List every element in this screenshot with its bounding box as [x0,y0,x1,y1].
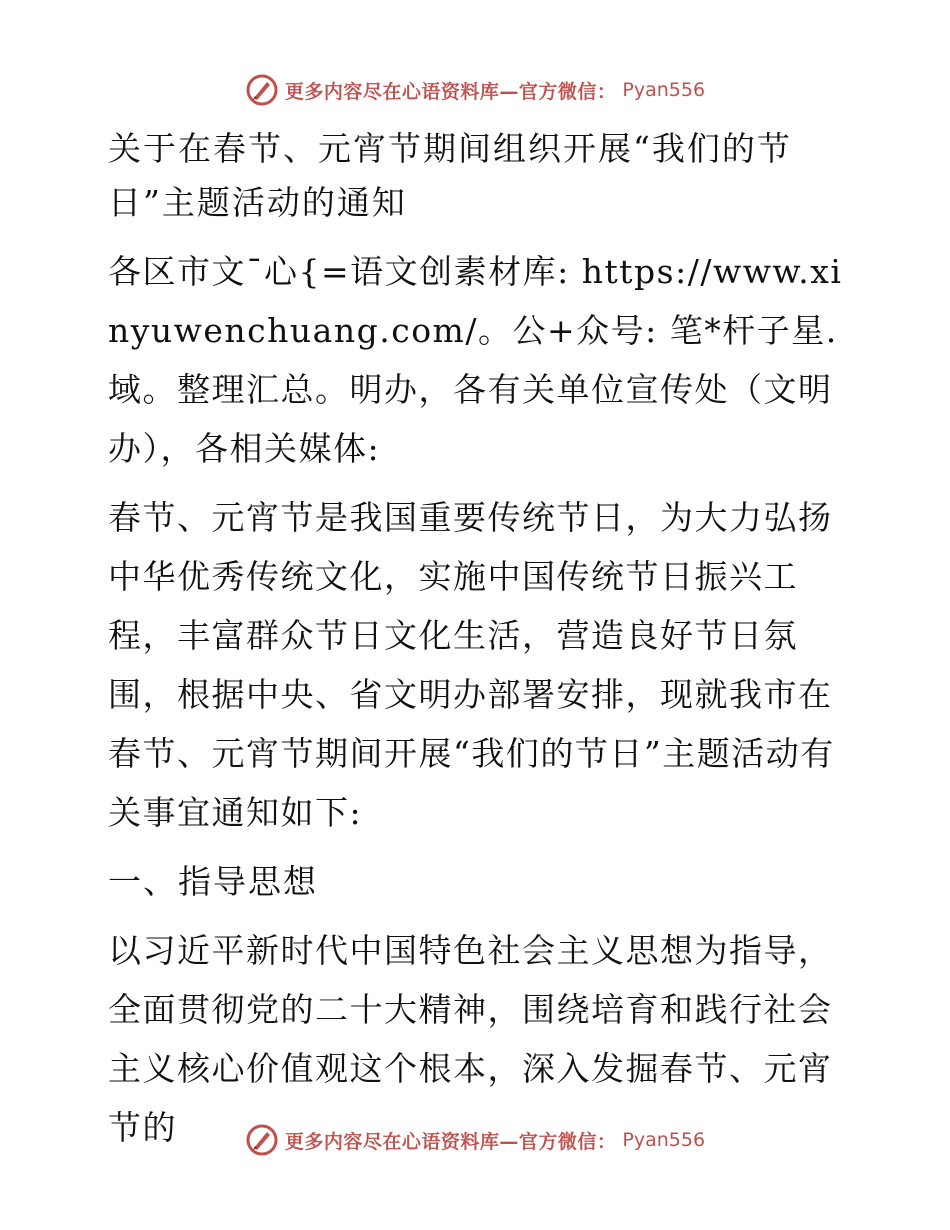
intro-paragraph: 春节、元宵节是我国重要传统节日，为大力弘扬中华优秀传统文化，实施中国传统节日振兴工程，丰富群众节日文化生活，营造良好节日氛围，根据中央、省文明办部署安排，现就我市在春节、元宵节期间开展“我们的节日”主题活动有关事宜通知如下: [108,498,835,832]
footer-banner-content [245,1123,705,1157]
footer-banner-wechat-id: Pyan556 [622,1129,706,1151]
document-title: 关于在春节、元宵节期间组织开展“我们的节日”主题活动的通知 [108,129,792,222]
quill-logo-icon [245,1123,279,1157]
footer-banner-text: 更多内容尽在心语资料库—官方微信： [284,1130,617,1153]
footer-banner [0,1120,950,1160]
header-banner [0,70,950,110]
section-1-heading: 一、指导思想 [108,862,318,901]
header-banner-text: 更多内容尽在心语资料库—官方微信： [284,80,617,103]
quill-logo-icon [245,73,279,107]
salutation-paragraph: 各区市文¯心{=语文创素材库: https://www.xinyuwenchuang.com/。公+众号: 笔*杆子星.域。整理汇总。明办，各有关单位宣传处（文明办），各相关媒体: [108,252,843,468]
header-banner-wechat-id: Pyan556 [622,79,706,101]
section-1-body: 以习近平新时代中国特色社会主义思想为指导，全面贯彻党的二十大精神，围绕培育和践行社会主义核心价值观这个根本，深入发掘春节、元宵节的 [108,931,833,1147]
document-body [98,122,858,1167]
header-banner-content [245,73,705,107]
